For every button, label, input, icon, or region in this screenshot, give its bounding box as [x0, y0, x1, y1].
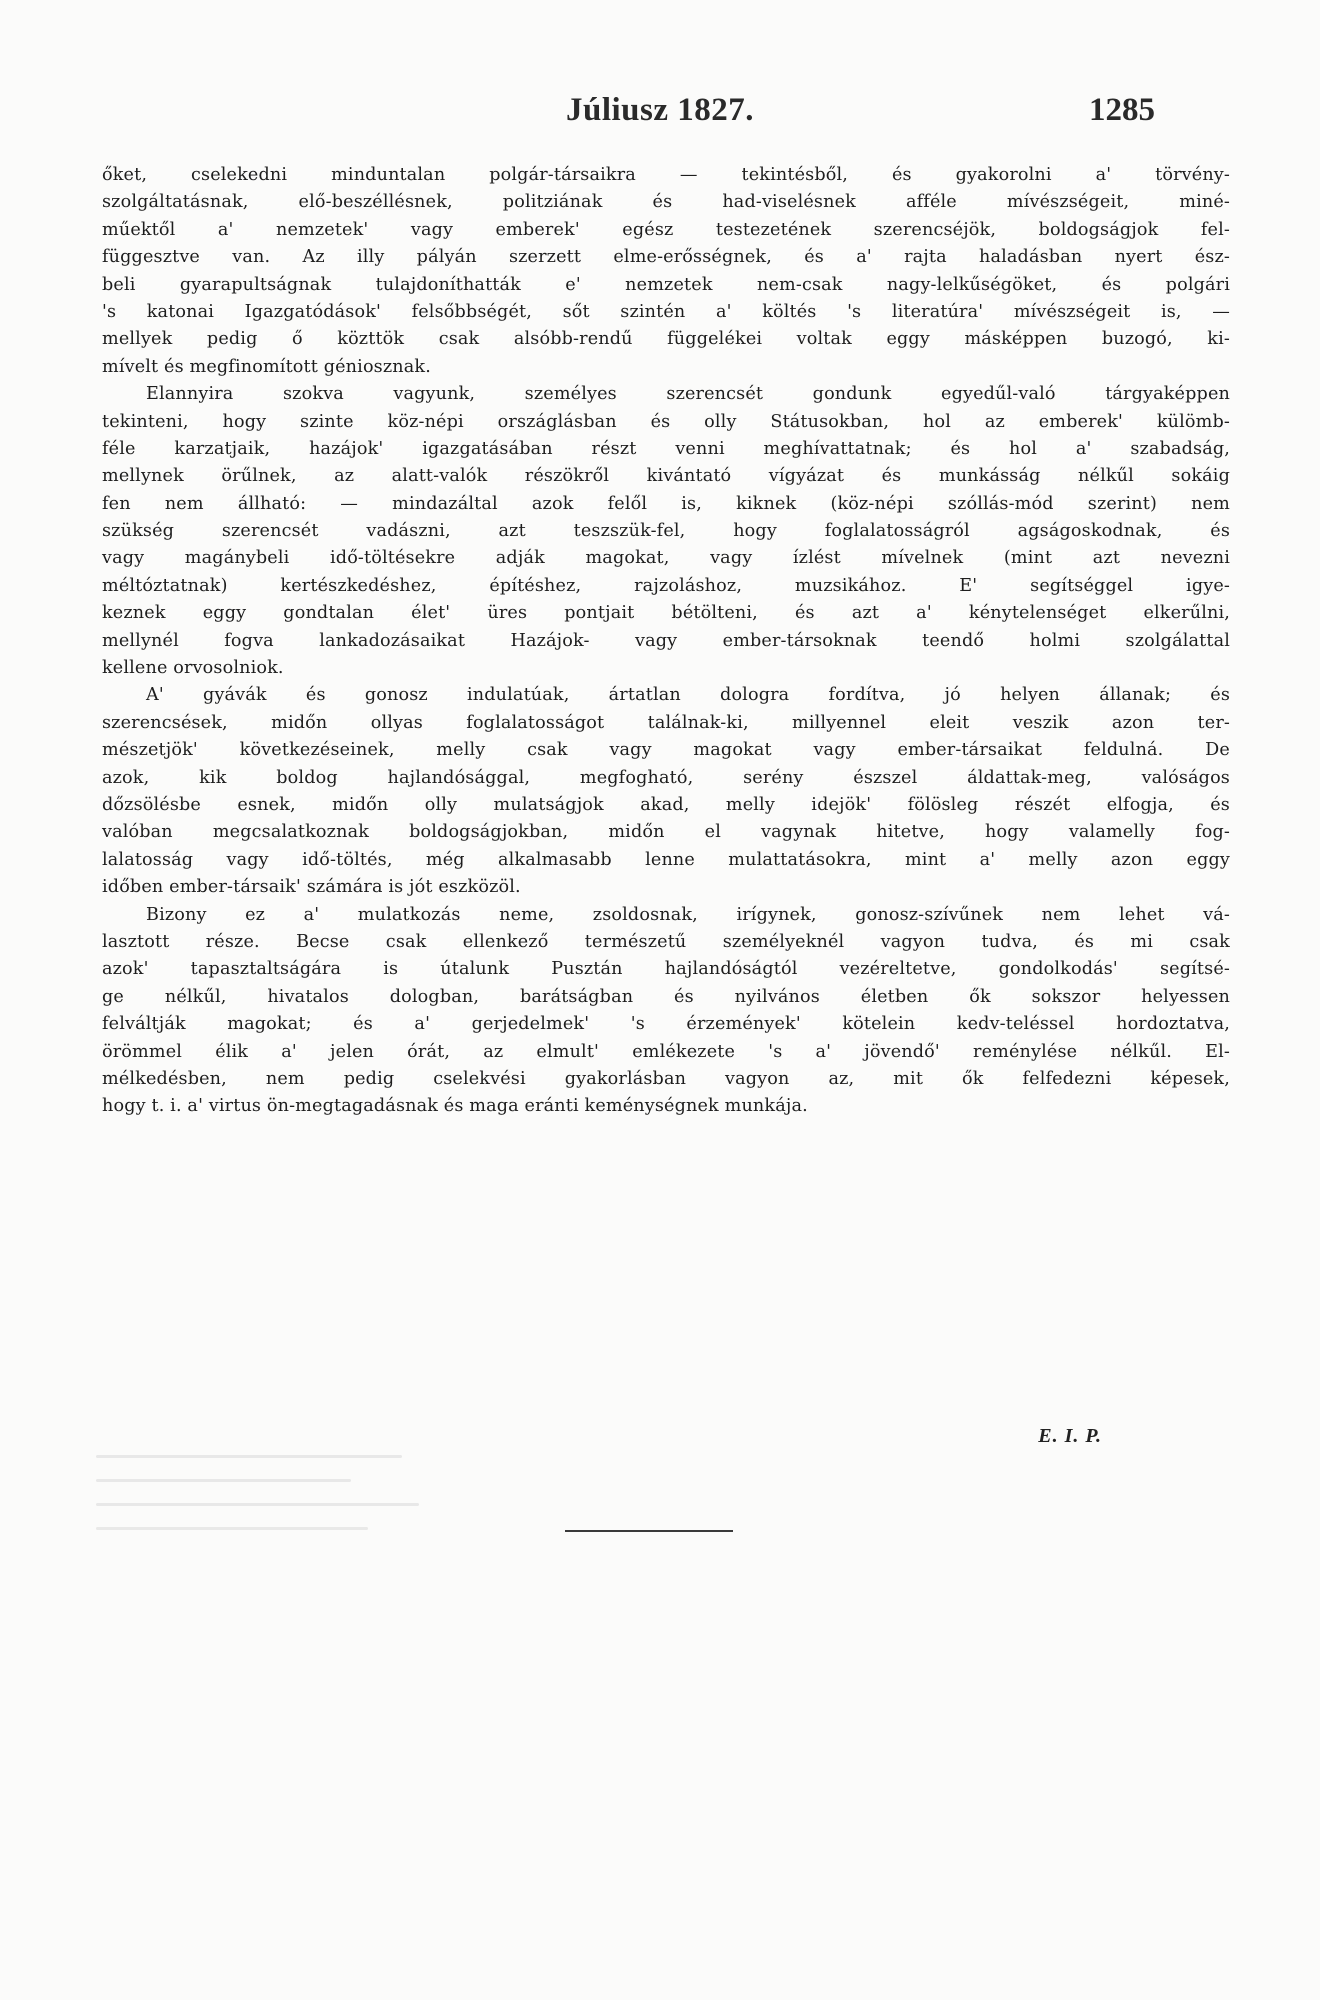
text-line: mellynél fogva lankadozásaikat Hazájok- vagy ember-társoknak teendő holmi szolgálattal	[102, 630, 1230, 651]
text-line: azok, kik boldog hajlandósággal, megfogható, serény észszel áldattak-meg, valóságos	[102, 767, 1230, 788]
author-signature: E. I. P.	[1038, 1425, 1102, 1447]
running-header	[0, 92, 1320, 132]
text-line: lalatosság vagy idő-töltés, még alkalmasabb lenne mulattatásokra, mint a' melly azon eggy	[102, 849, 1230, 870]
page-title: Júliusz 1827.	[565, 92, 755, 128]
end-rule-divider	[565, 1530, 733, 1532]
text-line: mellyek pedig ő közttök csak alsóbb-rendű függelékei voltak eggy másképpen buzogó, ki-	[102, 329, 1230, 350]
text-line: mélkedésben, nem pedig cselekvési gyakorlásban vagyon az, mit ők felfedezni képesek,	[102, 1068, 1230, 1089]
text-line: szerencsések, midőn ollyas foglalatosságot találnak-ki, millyennel eleit veszik azon ter-	[102, 712, 1230, 733]
text-line: fen nem állható: — mindazáltal azok felől is, kiknek (köz-népi szóllás-mód szerint) nem	[102, 493, 1230, 514]
text-line: őket, cselekedni minduntalan polgár-társaikra — tekintésből, és gyakorolni a' törvény-	[102, 165, 1230, 185]
text-line: szükség szerencsét vadászni, azt teszszük-fel, hogy foglalatosságról agságoskodnak, és	[102, 521, 1230, 542]
text-line: felváltják magokat; és a' gerjedelmek' 's érzemények' kötelein kedv-teléssel hordoztatva,	[102, 1014, 1230, 1035]
text-line: beli gyarapultságnak tulajdoníthatták e' nemzetek nem-csak nagy-lelkűségöket, és polgári	[102, 274, 1230, 295]
text-line: mívelt és megfinomított géniosznak.	[102, 356, 431, 377]
text-line: örömmel élik a' jelen órát, az elmult' emlékezete 's a' jövendő' reménylése nélkűl. El-	[102, 1041, 1230, 1062]
text-line: lasztott része. Becse csak ellenkező természetű személyeknél vagyon tudva, és mi csak	[102, 931, 1230, 952]
text-line: mészetjök' következéseinek, melly csak vagy magokat vagy ember-társaikat feldulná. De	[102, 740, 1230, 761]
text-line: vagy magánybeli idő-töltésekre adják magokat, vagy ízlést mívelnek (mint azt nevezni	[102, 548, 1230, 569]
text-line: méltóztatnak) kertészkedéshez, építéshez, rajzoláshoz, muzsikához. E' segítséggel igye-	[102, 575, 1230, 596]
text-line: kellene orvosolniok.	[102, 658, 284, 679]
page-number: 1285	[1089, 92, 1155, 128]
text-line: szolgáltatásnak, elő-beszéllésnek, politziának és had-viselésnek afféle mívészségeit, miné-	[102, 192, 1230, 213]
text-line: ge nélkűl, hivatalos dologban, barátságban és nyilvános életben ők sokszor helyessen	[102, 986, 1230, 1007]
text-line: hogy t. i. a' virtus ön-megtagadásnak és maga eránti keménységnek munkája.	[102, 1096, 808, 1117]
text-line: tekinteni, hogy szinte köz-népi országlásban és olly Státusokban, hol az emberek' külömb-	[102, 411, 1230, 432]
text-line: dőzsölésbe esnek, midőn olly mulatságjok akad, melly idejök' fölösleg részét elfogja, és	[102, 794, 1230, 815]
text-line: műektől a' nemzetek' vagy emberek' egész testezetének szerencséjök, boldogságjok fel-	[102, 219, 1230, 240]
text-line: időben ember-társaik' számára is jót eszközöl.	[102, 877, 521, 898]
body-text	[102, 162, 1230, 1121]
text-line: azok' tapasztaltságára is útalunk Pusztán hajlandóságtól vezéreltetve, gondolkodás' segítsé-	[102, 959, 1230, 980]
text-line: féle karzatjaik, hazájok' igazgatásában részt venni meghívattatnak; és hol a' szabadság,	[102, 438, 1230, 459]
show-through-text	[96, 1455, 436, 1550]
signature-row	[0, 1425, 1320, 1455]
text-line: Elannyira szokva vagyunk, személyes szerencsét gondunk egyedűl-való tárgyaképpen	[146, 384, 1230, 405]
text-line: mellynek örűlnek, az alatt-valók részökről kivántató vígyázat és munkásság nélkűl sokáig	[102, 466, 1230, 487]
text-line: keznek eggy gondtalan élet' üres pontjait bétölteni, és azt a' kénytelenséget elkerűlni,	[102, 603, 1230, 624]
text-line: 's katonai Igazgatódások' felsőbbségét, sőt szintén a' költés 's literatúra' mívészségeit is, —	[102, 301, 1230, 322]
text-line: valóban megcsalatkoznak boldogságjokban, midőn el vagynak hitetve, hogy valamelly fog-	[102, 822, 1230, 843]
text-line: Bizony ez a' mulatkozás neme, zsoldosnak, irígynek, gonosz-szívűnek nem lehet vá-	[146, 904, 1230, 925]
text-line: függesztve van. Az illy pályán szerzett elme-erősségnek, és a' rajta haladásban nyert ész-	[102, 247, 1230, 268]
text-line: A' gyávák és gonosz indulatúak, ártatlan dologra fordítva, jó helyen állanak; és	[146, 685, 1230, 706]
